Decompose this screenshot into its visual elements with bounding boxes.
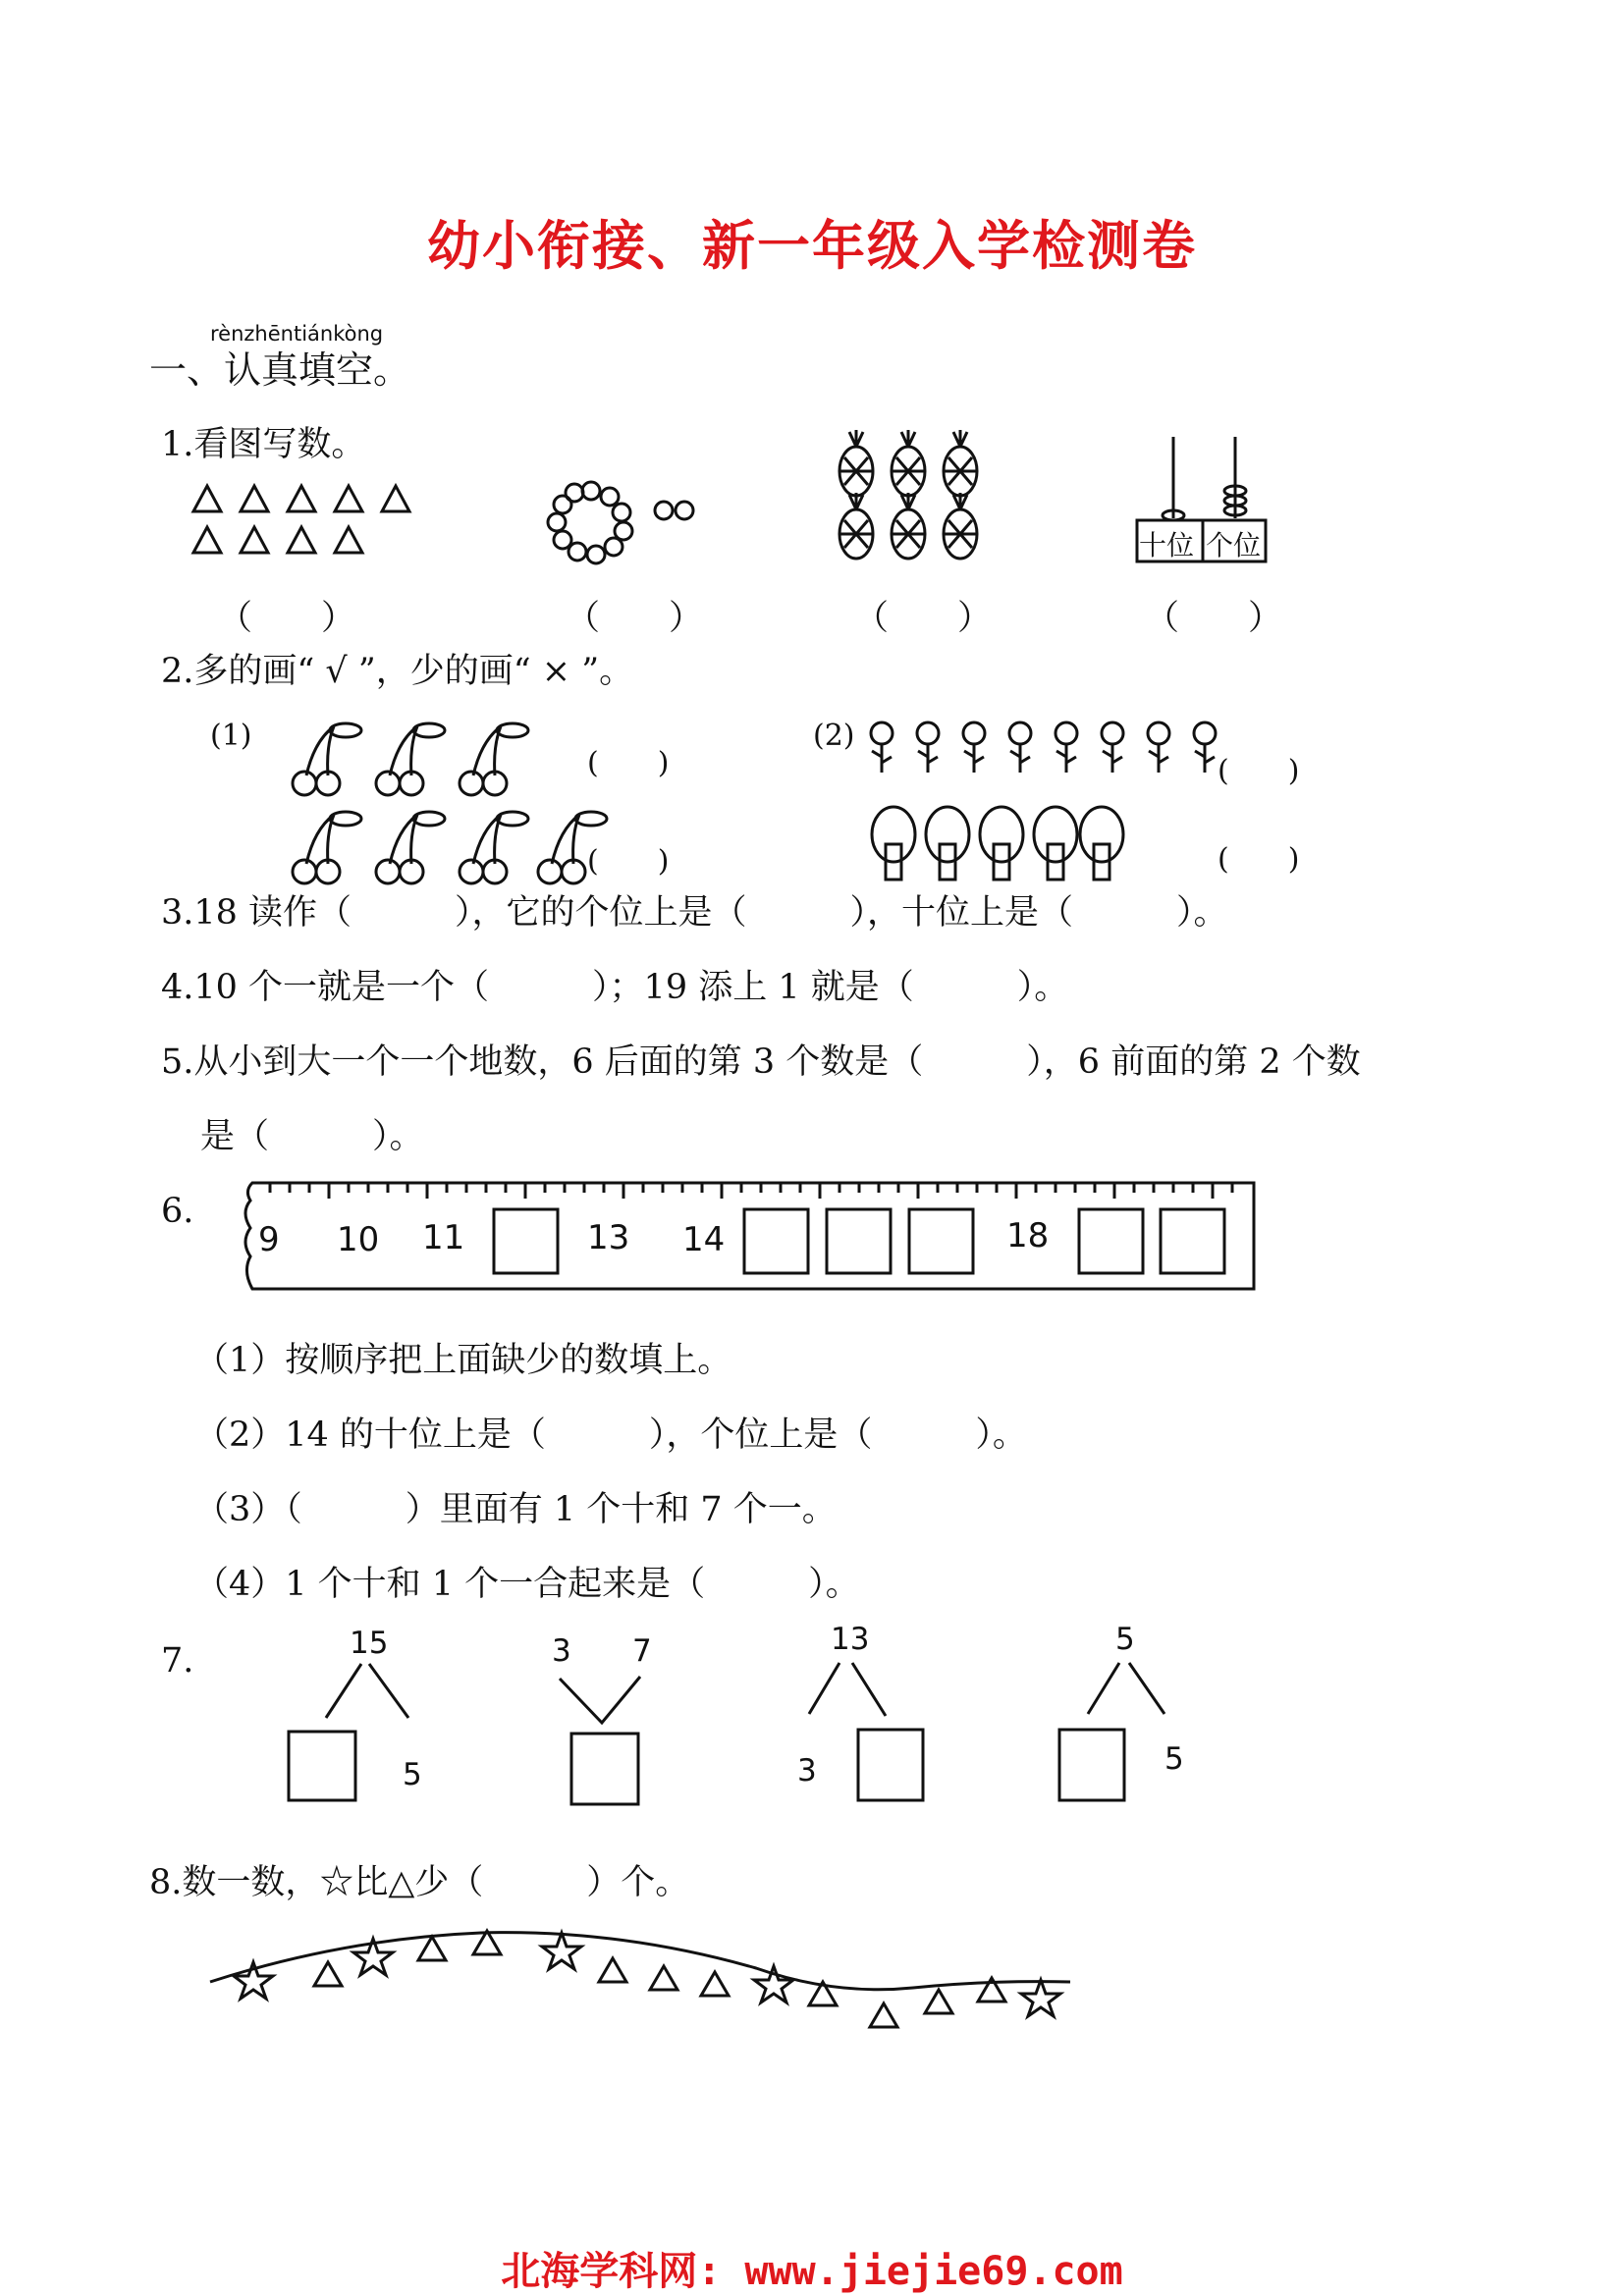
ruler-blank-box[interactable]: [1161, 1209, 1224, 1273]
tree-side-number: 5: [1164, 1741, 1184, 1777]
q2-trees-figure: [869, 805, 1124, 883]
number-tree: [1059, 1622, 1184, 1800]
ruler-number: 13: [587, 1218, 630, 1257]
q6-label: 6.: [161, 1192, 194, 1231]
ruler-number: 9: [258, 1220, 280, 1259]
q2-answer-blank[interactable]: ( ): [1218, 842, 1300, 877]
ruler-blank-box[interactable]: [827, 1209, 891, 1273]
ruler-number: 11: [422, 1218, 465, 1257]
tree-right-number: 7: [632, 1633, 652, 1669]
number-tree: [797, 1622, 923, 1800]
q1-beads-figure: [545, 481, 702, 569]
tree-answer-box[interactable]: [1059, 1730, 1124, 1800]
section-pinyin: rènzhēntiánkòng: [210, 322, 384, 346]
q1-answer-blank[interactable]: （ ）: [566, 599, 704, 638]
q1-answer-blank[interactable]: （ ）: [218, 599, 356, 638]
q3-text: 3.18 读作（ ），它的个位上是（ ），十位上是（ ）。: [161, 893, 1228, 933]
tree-top-number: 5: [1115, 1622, 1135, 1657]
q5-text-line2: 是（ ）。: [200, 1117, 424, 1156]
tree-side-number: 5: [403, 1757, 422, 1792]
q6-ruler-figure: [241, 1173, 1262, 1301]
q2-cherries-figure: [275, 717, 609, 883]
q1-answer-blank[interactable]: （ ）: [854, 599, 993, 638]
q2-part2-label: (2): [813, 719, 855, 753]
q8-text: 8.数一数，☆比△少（ ）个。: [149, 1863, 690, 1902]
tree-answer-box[interactable]: [289, 1732, 355, 1800]
tree-answer-box[interactable]: [858, 1730, 923, 1800]
q6-sub2: （2）14 的十位上是（ ），个位上是（ ）。: [194, 1415, 1027, 1455]
tree-top-number: 13: [831, 1622, 870, 1657]
q1-triangles-figure: [191, 478, 417, 559]
ruler-number: 10: [337, 1220, 380, 1259]
number-tree: [289, 1626, 422, 1800]
number-tree: [552, 1633, 652, 1804]
q2-part1-label: (1): [210, 719, 252, 753]
ruler-blank-box[interactable]: [744, 1209, 808, 1273]
q2-answer-blank[interactable]: ( ): [587, 746, 670, 780]
q6-sub4: （4）1 个十和 1 个一合起来是（ ）。: [194, 1565, 860, 1604]
q5-text-line1: 5.从小到大一个一个地数，6 后面的第 3 个数是（ ），6 前面的第 2 个数: [161, 1042, 1361, 1082]
tree-answer-box[interactable]: [571, 1734, 638, 1804]
q2-answer-blank[interactable]: ( ): [587, 844, 670, 879]
q2-text: 2.多的画“ √ ”，少的画“ × ”。: [161, 652, 634, 691]
q2-roses-figure: [864, 721, 1227, 780]
abacus-tens-label: 十位: [1139, 529, 1195, 561]
ruler-blank-box[interactable]: [1079, 1209, 1143, 1273]
ruler-number: 14: [682, 1220, 726, 1259]
ruler-blank-box[interactable]: [494, 1209, 558, 1273]
q6-sub3: （3）（ ）里面有 1 个十和 7 个一。: [194, 1490, 837, 1529]
q1-pineapples-figure: [835, 432, 992, 569]
abacus-ones-label: 个位: [1206, 529, 1262, 561]
ruler-number: 18: [1006, 1216, 1050, 1255]
q6-sub1: （1）按顺序把上面缺少的数填上。: [194, 1341, 732, 1380]
section-heading: 一、认真填空。: [149, 348, 411, 392]
tree-side-number: 3: [797, 1753, 817, 1789]
q1-answer-blank[interactable]: （ ）: [1145, 599, 1283, 638]
q8-stars-triangles-figure: [206, 1899, 1090, 2032]
page-title: 幼小衔接、新一年级入学检测卷: [427, 215, 1197, 277]
q7-number-trees-figure: [275, 1620, 1218, 1816]
q7-label: 7.: [161, 1641, 194, 1681]
footer-website: 北海学科网: www.jiejie69.com: [501, 2249, 1123, 2294]
q2-answer-blank[interactable]: ( ): [1218, 754, 1300, 788]
ruler-blank-box[interactable]: [909, 1209, 973, 1273]
tree-top-number: 15: [350, 1626, 389, 1661]
tree-left-number: 3: [552, 1633, 571, 1669]
q4-text: 4.10 个一就是一个（ ）；19 添上 1 就是（ ）。: [161, 968, 1069, 1007]
q1-text: 1.看图写数。: [161, 425, 366, 464]
